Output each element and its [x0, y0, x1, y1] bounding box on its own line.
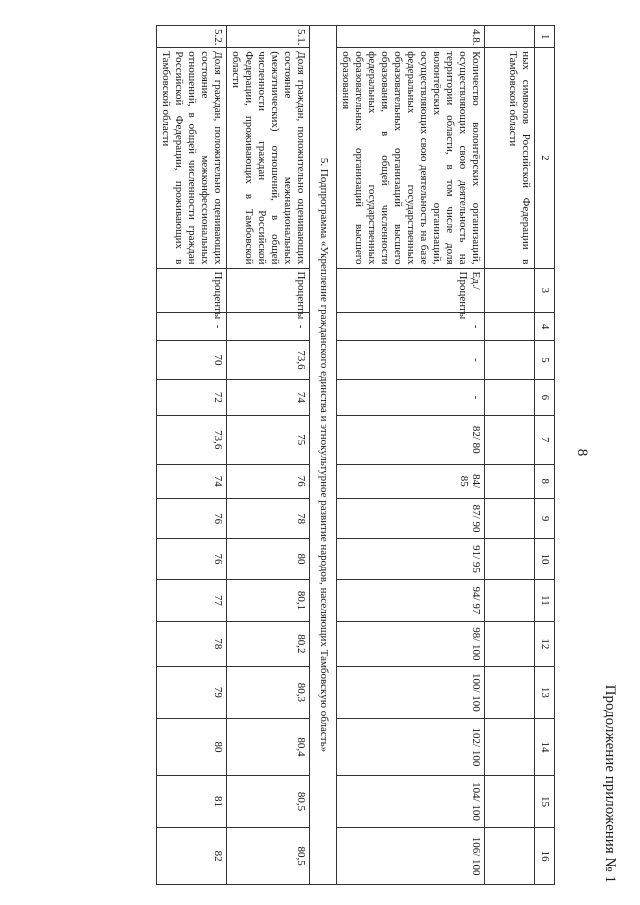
section-row	[310, 26, 337, 885]
column-header: 14	[535, 719, 555, 776]
value-cell: 80	[157, 719, 227, 776]
fraction-value: 82/ 80	[470, 425, 482, 454]
value-cell	[485, 579, 535, 621]
table-row	[337, 26, 485, 885]
fraction-value: 91/ 95	[470, 545, 482, 573]
value-cell	[485, 379, 535, 415]
value-cell	[485, 622, 535, 666]
value-cell: -	[337, 341, 485, 379]
value-cell: 80,2	[227, 622, 310, 666]
column-header: 16	[535, 828, 555, 885]
value-cell: 76	[227, 464, 310, 498]
value-cell: 76	[157, 539, 227, 579]
value-cell	[337, 719, 485, 776]
value-cell: 78	[157, 622, 227, 666]
fraction-value: 102/ 100	[470, 727, 482, 767]
value-cell	[337, 464, 485, 498]
value-cell	[337, 828, 485, 885]
value-cell	[337, 622, 485, 666]
fraction-value: 94/ 97	[470, 586, 482, 615]
row-number: 4.8.	[337, 26, 485, 48]
section-title: 5. Подпрограмма «Укрепление гражданского единства и этнокультурное развитие народов, населяющих Тамбовскую область»	[310, 26, 337, 885]
column-header: 13	[535, 666, 555, 719]
table-row	[485, 26, 535, 885]
indicators-table	[156, 25, 555, 885]
table-row	[227, 26, 310, 885]
value-cell: 72	[157, 379, 227, 415]
value-cell: -	[337, 379, 485, 415]
value-cell	[485, 498, 535, 538]
value-cell	[337, 666, 485, 719]
value-cell: 78	[227, 498, 310, 538]
row-number: 5.1.	[227, 26, 310, 48]
column-number-row	[535, 26, 555, 885]
column-header: 6	[535, 379, 555, 415]
fraction-value: 106/ 100	[470, 836, 482, 876]
column-header: 5	[535, 341, 555, 379]
value-cell	[337, 775, 485, 828]
value-cell: -	[157, 312, 227, 340]
column-header: 10	[535, 539, 555, 579]
fraction-value: 87/ 90	[470, 504, 482, 533]
value-cell: 80,5	[227, 828, 310, 885]
page-number: 8	[574, 448, 590, 457]
value-cell: 74	[157, 464, 227, 498]
column-header: 9	[535, 498, 555, 538]
value-cell	[337, 416, 485, 465]
value-cell: -	[227, 312, 310, 340]
indicator-name: ных символов Российской Федерации в Тамбовской области	[485, 48, 535, 268]
value-cell	[337, 498, 485, 538]
column-header: 11	[535, 579, 555, 621]
unit-cell: Ед./ Проценты	[337, 268, 485, 312]
row-number	[485, 26, 535, 48]
value-cell: 74	[227, 379, 310, 415]
value-cell	[485, 416, 535, 465]
column-header: 1	[535, 26, 555, 48]
indicator-name: Количество волонтёрских организаций, осуществляющих свою деятельность на территории области, в том числе доля волонтёрских организаций, осуществляющих свою деятельность на базе федеральных государственных образовательных организаций высшего образования, в общей численности федеральных государственных образовательных организаций высшего образования	[337, 48, 485, 268]
fraction-value: 104/ 100	[470, 782, 482, 821]
value-cell: 80,4	[227, 719, 310, 776]
value-cell: 77	[157, 579, 227, 621]
value-cell: 75	[227, 416, 310, 465]
value-cell	[337, 579, 485, 621]
value-cell: 79	[157, 666, 227, 719]
value-cell: -	[337, 312, 485, 340]
value-cell	[485, 719, 535, 776]
value-cell: 81	[157, 775, 227, 828]
column-header: 8	[535, 464, 555, 498]
indicator-name: Доля граждан, положительно оценивающих состояние межконфессиональных отношений, в общей численности граждан Российской Федерации, проживающих в Тамбовской области	[157, 48, 227, 268]
indicator-name: Доля граждан, положительно оценивающих состояние межнациональных (межэтнических) отношений, в общей численности граждан Российской Федерации, проживающих в Тамбовской области	[227, 48, 310, 268]
fraction-value: 98/ 100	[470, 627, 482, 661]
value-cell: 73,6	[227, 341, 310, 379]
value-cell: 80,1	[227, 579, 310, 621]
value-cell: 80	[227, 539, 310, 579]
unit-cell	[485, 268, 535, 312]
column-header: 4	[535, 312, 555, 340]
value-cell	[485, 775, 535, 828]
column-header: 15	[535, 775, 555, 828]
column-header: 7	[535, 416, 555, 465]
row-number: 5.2.	[157, 26, 227, 48]
column-header: 3	[535, 268, 555, 312]
fraction-value: 100/ 100	[470, 672, 482, 712]
value-cell: 82	[157, 828, 227, 885]
value-cell: 70	[157, 341, 227, 379]
value-cell	[485, 828, 535, 885]
value-cell: 80,5	[227, 775, 310, 828]
value-cell: 76	[157, 498, 227, 538]
value-cell	[485, 464, 535, 498]
unit-cell: Проценты	[157, 268, 227, 312]
value-cell	[485, 666, 535, 719]
value-cell: 73,6	[157, 416, 227, 465]
continuation-caption: Продолжение приложения № 1	[602, 684, 618, 883]
value-cell: 80,3	[227, 666, 310, 719]
table-row	[157, 26, 227, 885]
value-cell	[485, 341, 535, 379]
unit-cell: Проценты	[227, 268, 310, 312]
fraction-value: 84/ 85	[458, 474, 482, 489]
value-cell	[337, 539, 485, 579]
value-cell	[485, 312, 535, 340]
column-header: 2	[535, 48, 555, 268]
value-cell	[485, 539, 535, 579]
column-header: 12	[535, 622, 555, 666]
